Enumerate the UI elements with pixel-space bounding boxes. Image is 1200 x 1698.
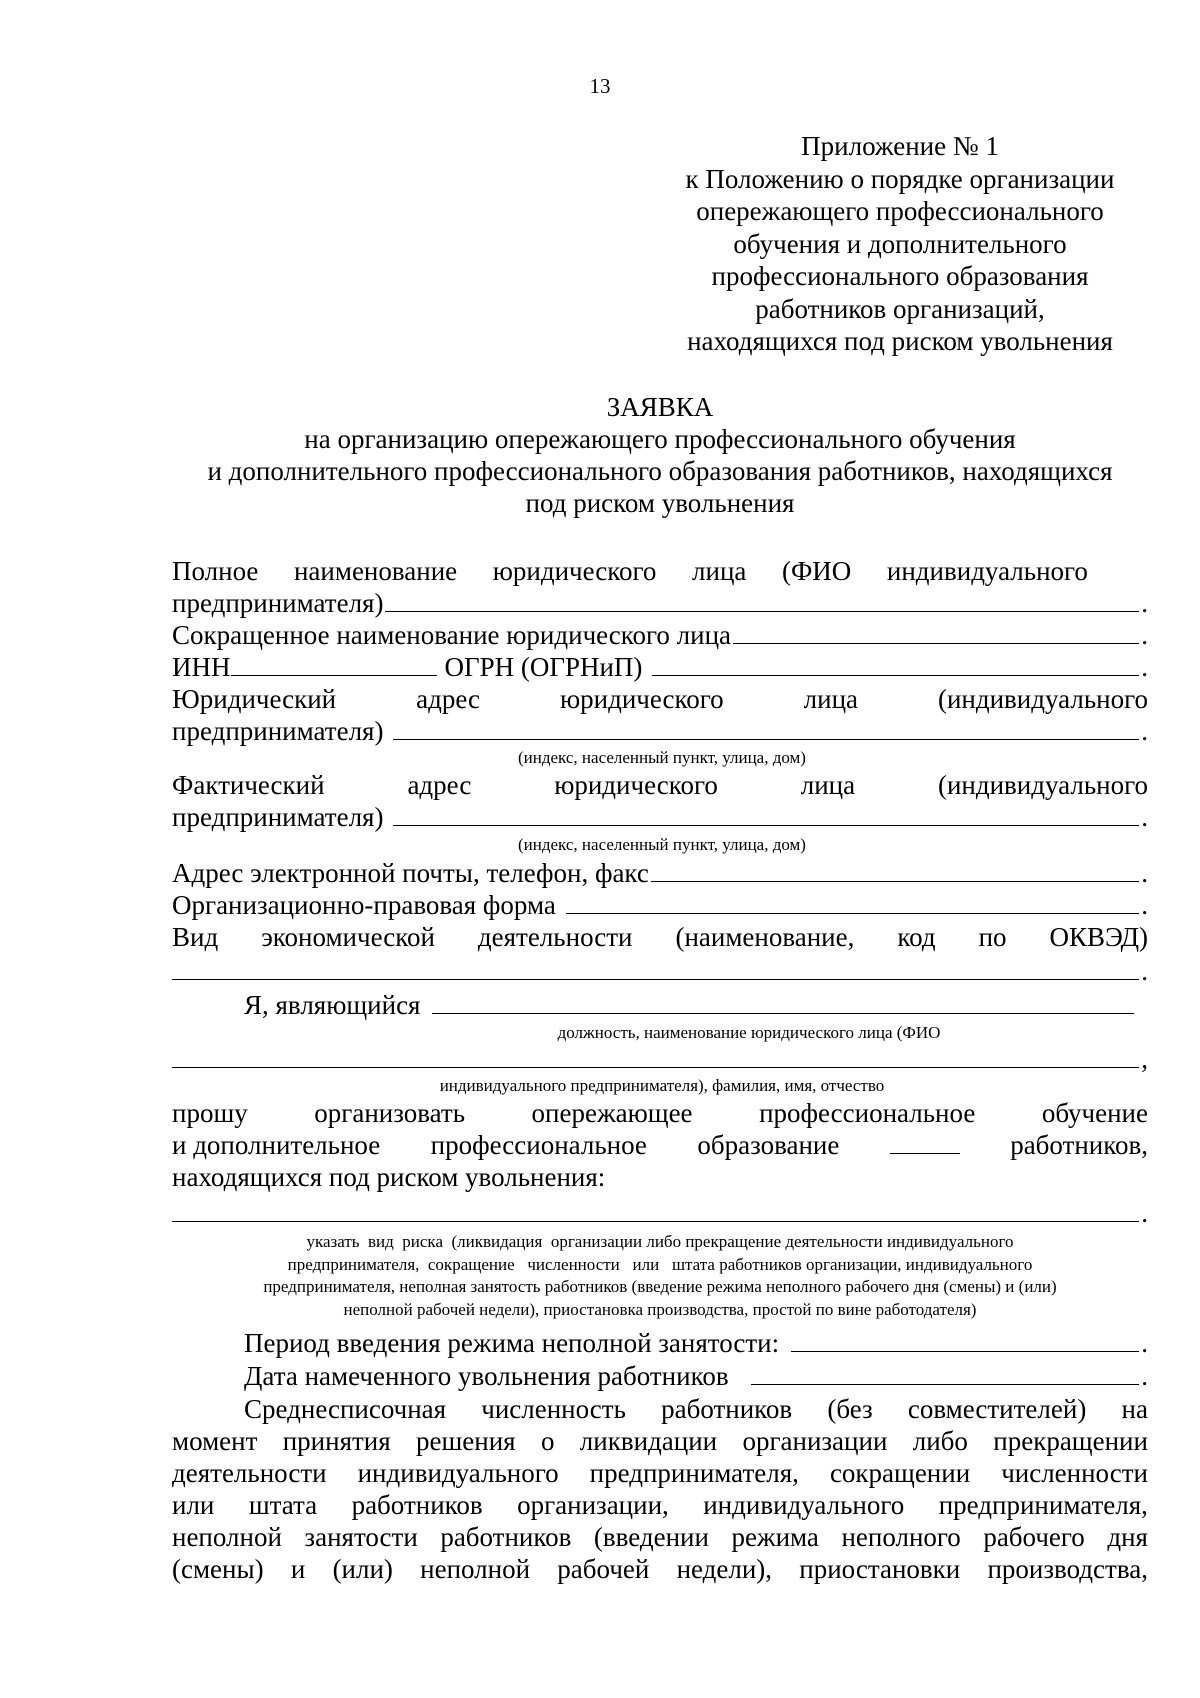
short-name-label: Сокращенное наименование юридического лица xyxy=(172,620,732,650)
workers-count-field[interactable] xyxy=(890,1152,960,1154)
request-line-3: находящихся под риском увольнения: xyxy=(172,1162,606,1192)
short-name-row xyxy=(172,619,1148,651)
word: наименование xyxy=(293,556,458,586)
period-mark: . xyxy=(1141,1361,1148,1391)
word: профессиональное xyxy=(759,1098,976,1128)
headcount-line xyxy=(172,1425,1148,1457)
page-number: 13 xyxy=(589,74,611,98)
word: образование xyxy=(697,1130,840,1160)
period-mark: . xyxy=(1141,890,1148,920)
period-mark: . xyxy=(1141,1198,1148,1228)
word: (смены) xyxy=(172,1554,264,1584)
risk-hint xyxy=(172,1231,1148,1321)
word: (без xyxy=(827,1394,873,1424)
email-label: Адрес электронной почты, телефон, факс xyxy=(172,858,649,888)
period-mark: . xyxy=(1141,652,1148,682)
appendix-line: Приложение № 1 xyxy=(801,131,999,161)
word: Юридический xyxy=(172,684,337,714)
actual-address-label xyxy=(172,769,1148,801)
word: адрес xyxy=(407,770,472,800)
word: момент xyxy=(172,1426,258,1456)
word: (или) xyxy=(332,1554,393,1584)
period-label: Период введения режима неполной занятости: xyxy=(244,1328,780,1358)
title-line: и дополнительного профессионального образования работников, находящихся xyxy=(207,456,1113,486)
word: прекращении xyxy=(993,1426,1148,1456)
actual-address-tail: предпринимателя) xyxy=(172,802,384,832)
request-line xyxy=(172,1097,1148,1129)
period-mark: . xyxy=(1141,802,1148,832)
word: неполной xyxy=(420,1554,531,1584)
legal-address-label xyxy=(172,683,1148,715)
appendix-block xyxy=(660,130,1140,358)
document-title xyxy=(172,391,1148,519)
appendix-line: находящихся под риском увольнения xyxy=(687,326,1113,356)
word: профессиональное xyxy=(430,1130,647,1160)
word: юридического xyxy=(554,770,718,800)
word: предпринимателя, xyxy=(589,1458,799,1488)
email-field[interactable] xyxy=(651,880,1139,882)
period-mark: . xyxy=(1141,858,1148,888)
inn-label: ИНН xyxy=(172,652,231,682)
word: и xyxy=(290,1554,306,1584)
word: работников, xyxy=(1010,1130,1148,1160)
title-line: под риском увольнения xyxy=(525,488,795,518)
word: работников xyxy=(661,1394,793,1424)
inn-field[interactable] xyxy=(231,674,437,676)
full-name-field[interactable] xyxy=(385,610,1139,612)
person-field[interactable] xyxy=(172,1066,1139,1068)
headcount-line xyxy=(172,1489,1148,1521)
person-hint: индивидуального предпринимателя), фамилия, имя, отчество xyxy=(439,1076,885,1095)
risk-row xyxy=(172,1197,1148,1229)
word: деятельности xyxy=(477,922,633,952)
dismissal-row xyxy=(172,1360,1148,1392)
word: опережающее xyxy=(531,1098,693,1128)
word: (индивидуального xyxy=(937,770,1148,800)
word: прошу xyxy=(172,1098,248,1128)
period-field[interactable] xyxy=(791,1350,1139,1352)
word: (индивидуального xyxy=(937,684,1148,714)
word: решения xyxy=(416,1426,516,1456)
word: экономической xyxy=(261,922,435,952)
word: неполного xyxy=(841,1522,961,1552)
word: рабочей xyxy=(557,1554,650,1584)
word: ОКВЭД) xyxy=(1049,922,1148,952)
word: или xyxy=(172,1490,215,1520)
legal-address-tail: предпринимателя) xyxy=(172,716,384,746)
risk-field[interactable] xyxy=(172,1220,1139,1222)
headcount-line xyxy=(172,1521,1148,1553)
word: неполной xyxy=(172,1522,282,1552)
appendix-line: опережающего профессионального xyxy=(696,196,1104,226)
word: и дополнительное xyxy=(172,1130,381,1160)
word: численности xyxy=(1001,1458,1148,1488)
word: приостановки xyxy=(799,1554,961,1584)
word: лица xyxy=(692,556,747,586)
word: принятия xyxy=(282,1426,391,1456)
activity-row xyxy=(172,955,1148,987)
full-name-tail: предпринимателя) xyxy=(172,588,384,618)
word: юридического xyxy=(492,556,657,586)
word: организации xyxy=(742,1426,888,1456)
word: организации, xyxy=(517,1490,669,1520)
appendix-line: профессионального образования xyxy=(711,261,1089,291)
legal-address-field[interactable] xyxy=(393,738,1139,740)
headcount-line xyxy=(172,1393,1148,1425)
position-field[interactable] xyxy=(432,1012,1134,1014)
word: индивидуального xyxy=(886,556,1088,586)
ogrn-label: ОГРН (ОГРНиП) xyxy=(444,652,643,682)
request-line xyxy=(172,1129,1148,1161)
word: Фактический xyxy=(172,770,325,800)
word: организовать xyxy=(314,1098,466,1128)
actual-address-field[interactable] xyxy=(393,824,1139,826)
word: индивидуального xyxy=(703,1490,905,1520)
word: лица xyxy=(800,770,856,800)
period-mark: . xyxy=(1141,956,1148,986)
activity-label xyxy=(172,921,1148,953)
legal-address-row xyxy=(172,715,1148,747)
word: дня xyxy=(1107,1522,1148,1552)
word: предпринимателя, xyxy=(938,1490,1148,1520)
legal-form-field[interactable] xyxy=(566,912,1139,914)
word: сокращении xyxy=(829,1458,971,1488)
word: ликвидации xyxy=(579,1426,718,1456)
word: либо xyxy=(912,1426,968,1456)
period-mark: . xyxy=(1141,620,1148,650)
period-row xyxy=(172,1327,1148,1359)
activity-field[interactable] xyxy=(172,978,1139,980)
appendix-line: работников организаций, xyxy=(755,293,1045,324)
word: о xyxy=(540,1426,555,1456)
word: юридического xyxy=(559,684,724,714)
word: занятости xyxy=(304,1522,418,1552)
appendix-line: обучения и дополнительного xyxy=(733,228,1067,259)
short-name-field[interactable] xyxy=(733,642,1139,644)
word: Полное xyxy=(172,556,259,586)
i-am-label: Я, являющийся xyxy=(244,990,421,1020)
appendix-line: к Положению о порядке организации xyxy=(685,163,1115,194)
period-mark: . xyxy=(1141,716,1148,746)
period-mark: . xyxy=(1141,1328,1148,1358)
headcount-line xyxy=(172,1553,1148,1585)
word: деятельности xyxy=(172,1458,327,1488)
period-mark: . xyxy=(1141,588,1148,618)
word: код xyxy=(897,922,936,952)
headcount-line xyxy=(172,1457,1148,1489)
full-name-label xyxy=(172,555,1148,587)
word: недели), xyxy=(676,1554,773,1584)
word: обучение xyxy=(1041,1098,1148,1128)
title-line: на организацию опережающего профессионального обучения xyxy=(304,424,1016,454)
word: Среднесписочная xyxy=(244,1394,447,1424)
word: работников xyxy=(440,1522,572,1552)
word: производства, xyxy=(987,1554,1148,1584)
ogrn-field[interactable] xyxy=(652,674,1139,676)
word: по xyxy=(978,922,1007,952)
risk-hint-line: предпринимателя, неполная занятость работников (введение режима неполного рабочего дня (смены) и (или) xyxy=(263,1277,1057,1296)
word: на xyxy=(1121,1394,1148,1424)
word: рабочего xyxy=(983,1522,1085,1552)
email-row xyxy=(172,857,1148,889)
dismissal-label: Дата намеченного увольнения работников xyxy=(244,1361,729,1391)
word: (введении xyxy=(593,1522,709,1552)
word: индивидуального xyxy=(357,1458,559,1488)
i-am-row xyxy=(172,989,1148,1021)
word: лица xyxy=(803,684,858,714)
actual-address-hint: (индекс, населенный пункт, улица, дом) xyxy=(518,835,806,854)
comma-mark: , xyxy=(1141,1044,1148,1074)
word: адрес xyxy=(416,684,480,714)
word: совместителей) xyxy=(907,1394,1087,1424)
risk-hint-line: указать вид риска (ликвидация организации либо прекращение деятельности индивидуального xyxy=(306,1232,1014,1251)
inn-ogrn-row xyxy=(172,651,1148,683)
word: работников xyxy=(351,1490,483,1520)
person-row xyxy=(172,1043,1148,1075)
legal-form-row xyxy=(172,889,1148,921)
dismissal-field[interactable] xyxy=(751,1383,1140,1385)
legal-address-hint: (индекс, населенный пункт, улица, дом) xyxy=(518,748,806,767)
word: штата xyxy=(248,1490,318,1520)
word: (ФИО xyxy=(781,556,852,586)
full-name-row xyxy=(172,587,1148,619)
actual-address-row xyxy=(172,801,1148,833)
word: численность xyxy=(481,1394,626,1424)
risk-hint-line: предпринимателя, сокращение численности или штата работников организации, индивидуального xyxy=(287,1254,1033,1274)
position-hint: должность, наименование юридического лица (ФИО xyxy=(557,1023,941,1042)
risk-hint-line: неполной рабочей недели), приостановка производства, простой по вине работодателя) xyxy=(343,1299,977,1319)
title-heading: ЗАЯВКА xyxy=(606,392,714,422)
word: режима xyxy=(731,1522,819,1552)
word: (наименование, xyxy=(675,922,855,952)
legal-form-label: Организационно-правовая форма xyxy=(172,890,556,920)
word: Вид xyxy=(172,922,219,952)
